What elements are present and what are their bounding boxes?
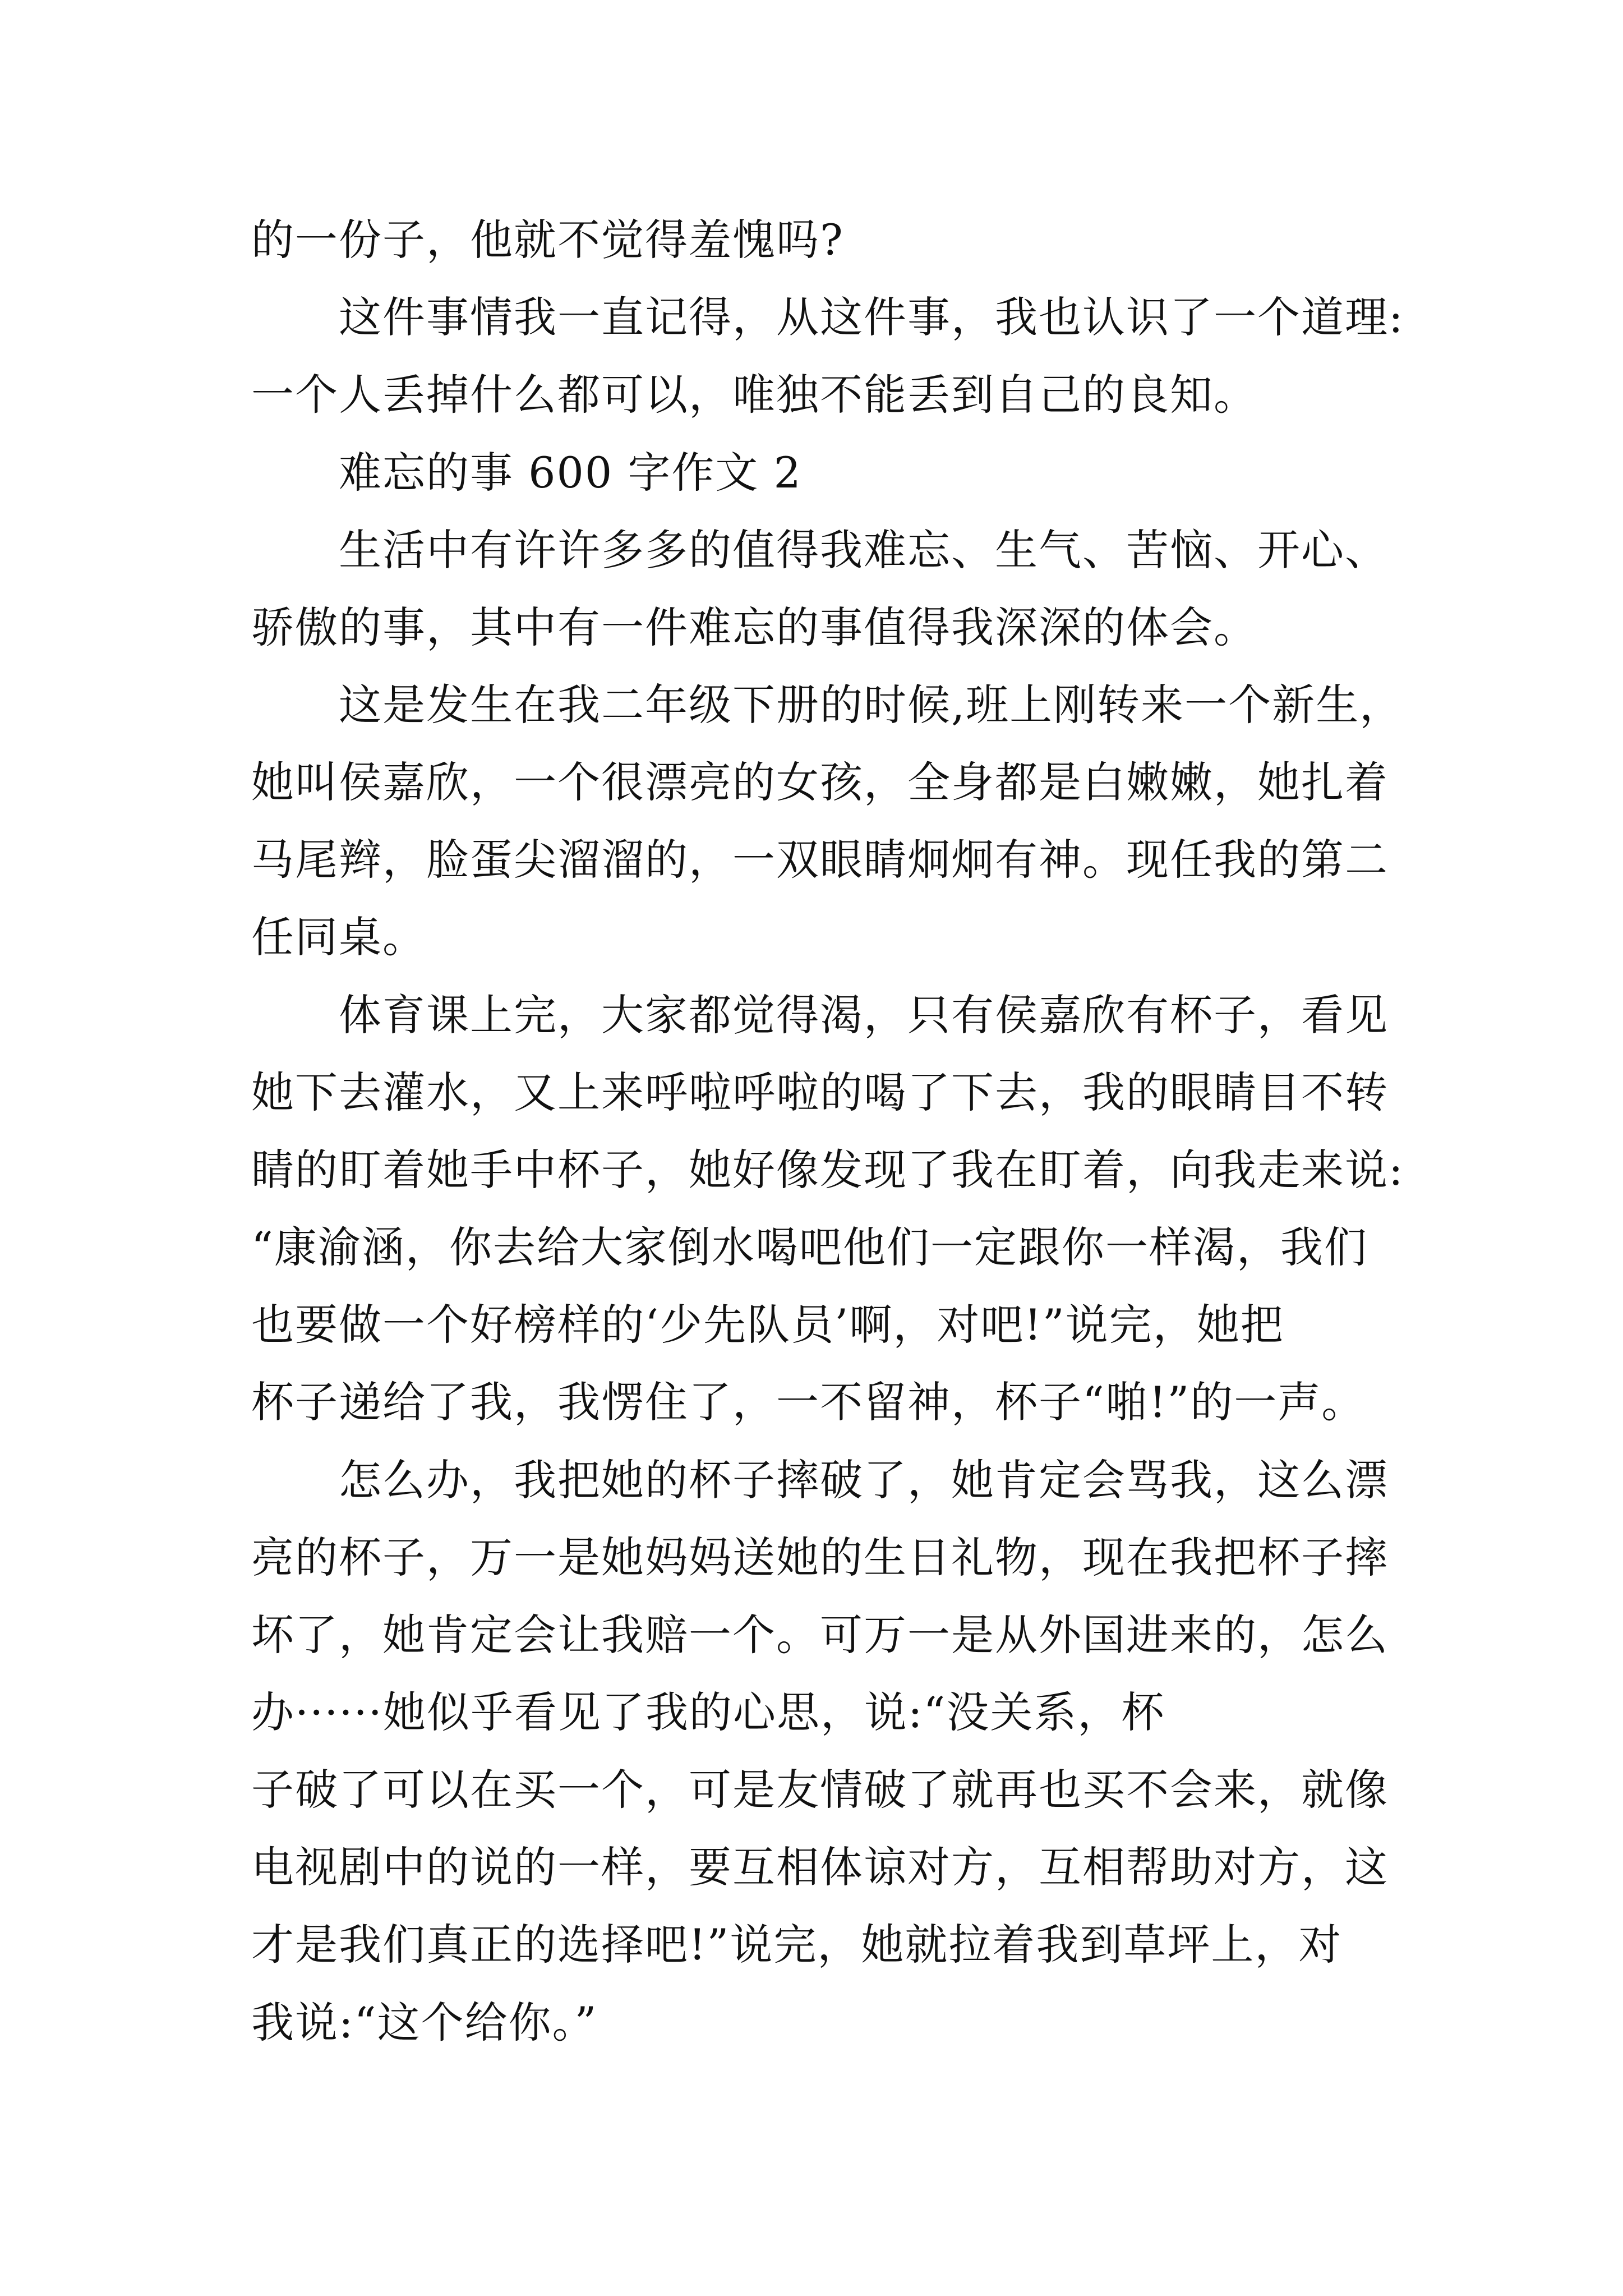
text-line-22: 电视剧中的说的一样，要互相体谅对方，互相帮助对方，这 [251,1842,1389,1892]
text-line-10: 任同桌。 [251,912,426,962]
text-line-20: 办······她似乎看见了我的心思，说:“没关系，杯 [251,1687,1165,1737]
text-line-5: 生活中有许许多多的值得我难忘、生气、苦恼、开心、 [339,525,1389,575]
text-line-24: 我说:“这个给你。” [251,1998,598,2047]
text-line-3: 一个人丢掉什么都可以，唯独不能丢到自己的良知。 [251,370,1257,420]
text-line-2: 这件事情我一直记得，从这件事，我也认识了一个道理: [339,292,1404,342]
text-line-18: 亮的杯子，万一是她妈妈送她的生日礼物，现在我把杯子摔 [251,1533,1389,1582]
text-line-9: 马尾辫，脸蛋尖溜溜的，一双眼睛炯炯有神。现任我的第二 [251,835,1389,885]
section-heading: 难忘的事 600 字作文 2 [339,448,802,498]
text-line-19: 坏了，她肯定会让我赔一个。可万一是从外国进来的，怎么 [251,1610,1389,1660]
text-line-15: 也要做一个好榜样的‘少先队员’啊，对吧!”说完，她把 [251,1300,1284,1350]
text-line-13: 睛的盯着她手中杯子，她好像发现了我在盯着，向我走来说: [251,1145,1404,1195]
text-line-1: 的一份子，他就不觉得羞愧吗? [251,215,844,265]
text-line-17: 怎么办，我把她的杯子摔破了，她肯定会骂我，这么漂 [339,1455,1389,1505]
text-line-6: 骄傲的事，其中有一件难忘的事值得我深深的体会。 [251,602,1257,652]
text-line-21: 子破了可以在买一个，可是友情破了就再也买不会来，就像 [251,1765,1389,1815]
text-line-14: “康渝涵，你去给大家倒水喝吧他们一定跟你一样渴，我们 [251,1222,1368,1272]
text-line-16: 杯子递给了我，我愣住了，一不留神，杯子“啪!”的一声。 [251,1377,1366,1427]
text-line-7: 这是发生在我二年级下册的时候,班上刚转来一个新生， [339,680,1404,730]
text-line-11: 体育课上完，大家都觉得渴，只有侯嘉欣有杯子，看见 [339,990,1389,1040]
text-line-12: 她下去灌水，又上来呼啦呼啦的喝了下去，我的眼睛目不转 [251,1068,1389,1117]
text-line-8: 她叫侯嘉欣，一个很漂亮的女孩，全身都是白嫩嫩，她扎着 [251,757,1389,807]
text-line-23: 才是我们真正的选择吧!”说完，她就拉着我到草坪上，对 [251,1920,1343,1970]
